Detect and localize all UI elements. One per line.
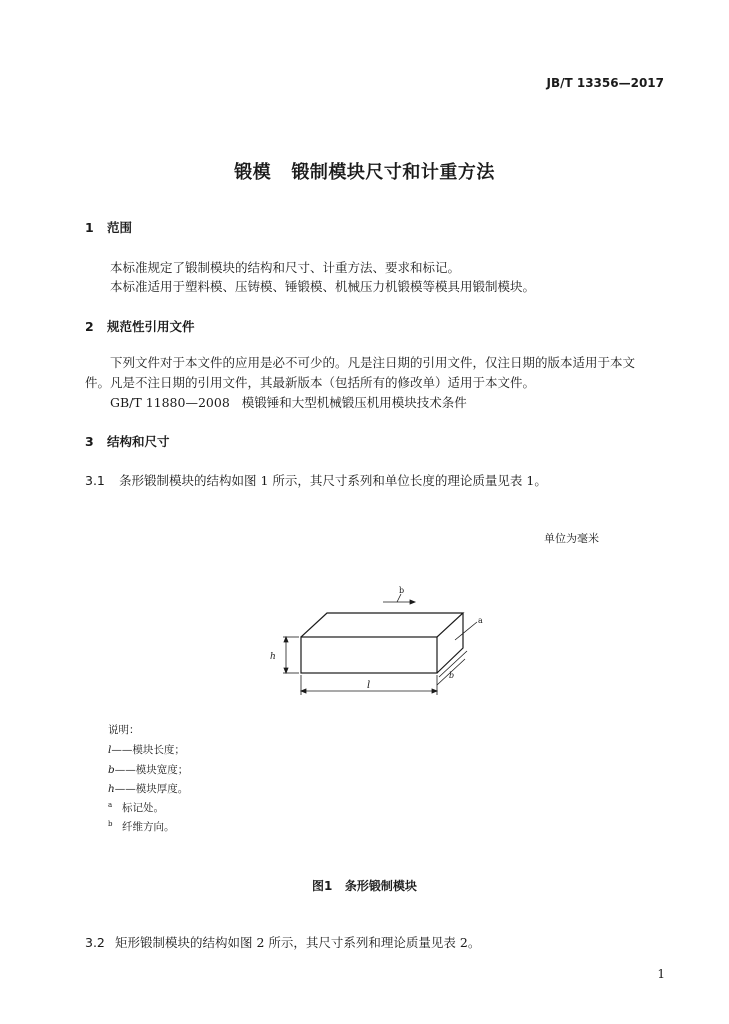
block-front-face [301,637,437,673]
unit-note: 单位为毫米 [544,532,599,545]
legend-symbol: l [108,744,112,756]
section-number: 2 [85,319,94,334]
section-heading-structure [85,432,170,450]
legend-title: 说明： [108,724,140,736]
legend-footnote-marker: b [108,819,113,828]
legend-footnote-marker: a [108,800,113,809]
section-heading-scope [85,218,132,236]
legend-text: ——模块宽度； [114,764,189,776]
label-b-fiber: b [399,586,405,595]
legend-item [108,819,175,834]
figure-caption: 图1 条形锻制模块 [312,879,417,893]
legend-symbol: b [108,764,115,776]
section-title: 结构和尺寸 [107,434,170,449]
label-h: h [270,652,276,662]
legend-text: 标记处。 [122,802,164,814]
clause-text: 矩形锻制模块的结构如图 2 所示，其尺寸系列和理论质量见表 2。 [115,935,481,950]
label-b-width: b [449,671,455,680]
section-number: 3 [85,434,94,449]
standard-number: JB/T 13356—2017 [546,76,664,90]
referenced-standard: GB/T 11880—2008 模锻锤和大型机械锻压机用模块技术条件 [110,395,467,410]
section-number: 1 [85,220,94,235]
page-number: 1 [657,967,665,981]
block-top-face [301,613,463,637]
scope-paragraph-1: 本标准规定了锻制模块的结构和尺寸、计重方法、要求和标记。 [110,260,461,275]
clause-3-1 [85,471,547,489]
legend-item [108,800,164,815]
label-l: l [367,680,371,691]
clause-number: 3.2 [85,935,105,950]
references-paragraph-line-1: 下列文件对于本文件的应用是必不可少的。凡是注日期的引用文件，仅注日期的版本适用于本文 [110,355,636,370]
legend-item [108,762,188,777]
section-title: 规范性引用文件 [107,319,195,334]
legend-item [108,781,188,796]
scope-paragraph-2: 本标准适用于塑料模、压铸模、锤锻模、机械压力机锻模等模具用锻制模块。 [110,279,536,294]
legend-text: ——模块厚度。 [114,783,189,795]
legend-text: ——模块长度； [111,744,185,756]
forged-block-figure [265,580,495,700]
clause-3-2 [85,933,480,951]
clause-number: 3.1 [85,473,105,488]
clause-text: 条形锻制模块的结构如图 1 所示，其尺寸系列和单位长度的理论质量见表 1。 [119,473,547,488]
references-paragraph-line-2: 件。凡是不注日期的引用文件，其最新版本（包括所有的修改单）适用于本文件。 [85,375,536,390]
label-a: a [478,616,483,625]
legend-item [108,742,185,757]
legend-symbol: h [108,783,115,795]
section-heading-references [85,317,195,335]
document-title: 锻模 锻制模块尺寸和计重方法 [234,162,495,183]
legend-text: 纤维方向。 [122,821,175,833]
marking-leader-line [455,622,477,640]
section-title: 范围 [107,220,133,235]
